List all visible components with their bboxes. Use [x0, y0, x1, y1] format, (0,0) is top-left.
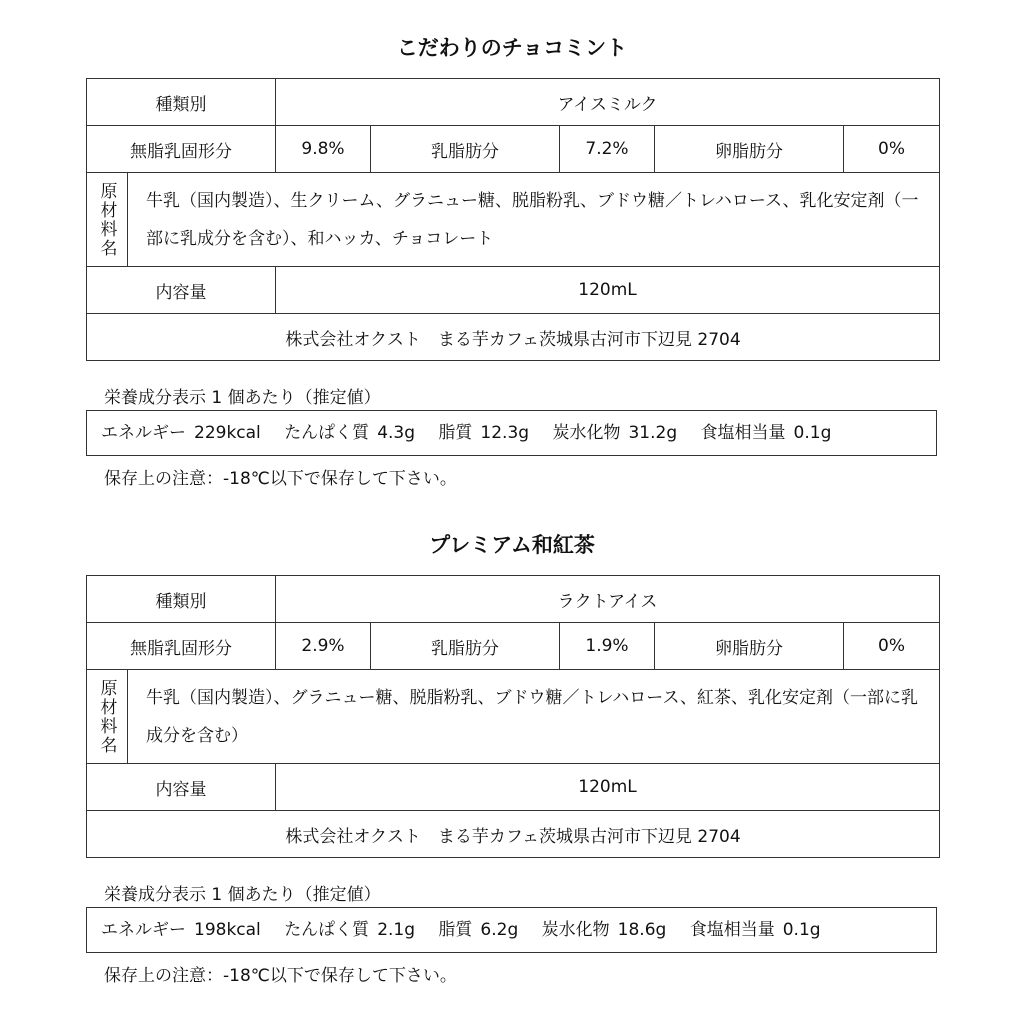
ingredients-label: 原材料名: [87, 173, 128, 266]
product-section-wakocha: [0, 525, 1024, 995]
nutrition-item-salt: 食塩相当量 0.1g: [689, 920, 821, 940]
type-value: ラクトアイス: [276, 576, 940, 623]
product-spec-table: [86, 78, 940, 361]
milk-fat-label: 乳脂肪分: [371, 623, 560, 670]
egg-fat-label: 卵脂肪分: [655, 126, 844, 173]
milk-solids-label: 無脂乳固形分: [87, 126, 276, 173]
product-title: プレミアム和紅茶: [429, 533, 595, 557]
volume-value: 120mL: [276, 267, 940, 314]
volume-label: 内容量: [87, 764, 276, 811]
manufacturer-row: [87, 811, 940, 858]
nutrition-item-protein: たんぱく質 2.1g: [284, 920, 416, 940]
product-spec-table: [86, 575, 940, 858]
nutrition-item-salt: 食塩相当量 0.1g: [700, 423, 832, 443]
nutrition-heading: 栄養成分表示 1 個あたり（推定値）: [104, 388, 381, 408]
type-label: 種類別: [87, 576, 276, 623]
volume-row: [87, 764, 940, 811]
fat-content-row: [87, 126, 940, 173]
type-label: 種類別: [87, 79, 276, 126]
manufacturer-row: [87, 314, 940, 361]
milk-solids-value: 2.9%: [276, 623, 371, 670]
nutrition-item-fat: 脂質 12.3g: [438, 423, 530, 443]
milk-fat-label: 乳脂肪分: [371, 126, 560, 173]
nutrition-facts: [86, 410, 937, 456]
product-section-chocomint: [0, 28, 1024, 498]
fat-content-row: [87, 623, 940, 670]
milk-fat-value: 1.9%: [560, 623, 655, 670]
egg-fat-value: 0%: [844, 623, 940, 670]
storage-note: 保存上の注意：-18℃以下で保存して下さい。: [104, 469, 457, 489]
storage-note: 保存上の注意：-18℃以下で保存して下さい。: [104, 966, 457, 986]
type-row: [87, 79, 940, 126]
manufacturer-text: 株式会社オクスト まる芋カフェ茨城県古河市下辺見 2704: [87, 314, 940, 361]
egg-fat-label: 卵脂肪分: [655, 623, 844, 670]
egg-fat-value: 0%: [844, 126, 940, 173]
type-value: アイスミルク: [276, 79, 940, 126]
ingredients-label: 原材料名: [87, 670, 128, 763]
product-title: こだわりのチョコミント: [396, 36, 628, 60]
nutrition-item-carbs: 炭水化物 18.6g: [541, 920, 667, 940]
ingredients-row: [87, 670, 940, 764]
milk-solids-value: 9.8%: [276, 126, 371, 173]
ingredients-text: 牛乳（国内製造）、生クリーム、グラニュー糖、脱脂粉乳、ブドウ糖／トレハロース、乳化安定剤（一部に乳成分を含む）、和ハッカ、チョコレート: [146, 190, 919, 249]
milk-solids-label: 無脂乳固形分: [87, 623, 276, 670]
nutrition-heading: 栄養成分表示 1 個あたり（推定値）: [104, 885, 381, 905]
nutrition-item-fat: 脂質 6.2g: [438, 920, 519, 940]
manufacturer-text: 株式会社オクスト まる芋カフェ茨城県古河市下辺見 2704: [87, 811, 940, 858]
nutrition-item-protein: たんぱく質 4.3g: [284, 423, 416, 443]
nutrition-item-energy: エネルギー 198kcal: [101, 920, 261, 940]
ingredients-row: [87, 173, 940, 267]
volume-row: [87, 267, 940, 314]
nutrition-facts: [86, 907, 937, 953]
type-row: [87, 576, 940, 623]
nutrition-item-energy: エネルギー 229kcal: [101, 423, 261, 443]
ingredients-text: 牛乳（国内製造）、グラニュー糖、脱脂粉乳、ブドウ糖／トレハロース、紅茶、乳化安定剤（一部に乳成分を含む）: [146, 687, 918, 746]
volume-label: 内容量: [87, 267, 276, 314]
volume-value: 120mL: [276, 764, 940, 811]
nutrition-item-carbs: 炭水化物 31.2g: [552, 423, 678, 443]
milk-fat-value: 7.2%: [560, 126, 655, 173]
